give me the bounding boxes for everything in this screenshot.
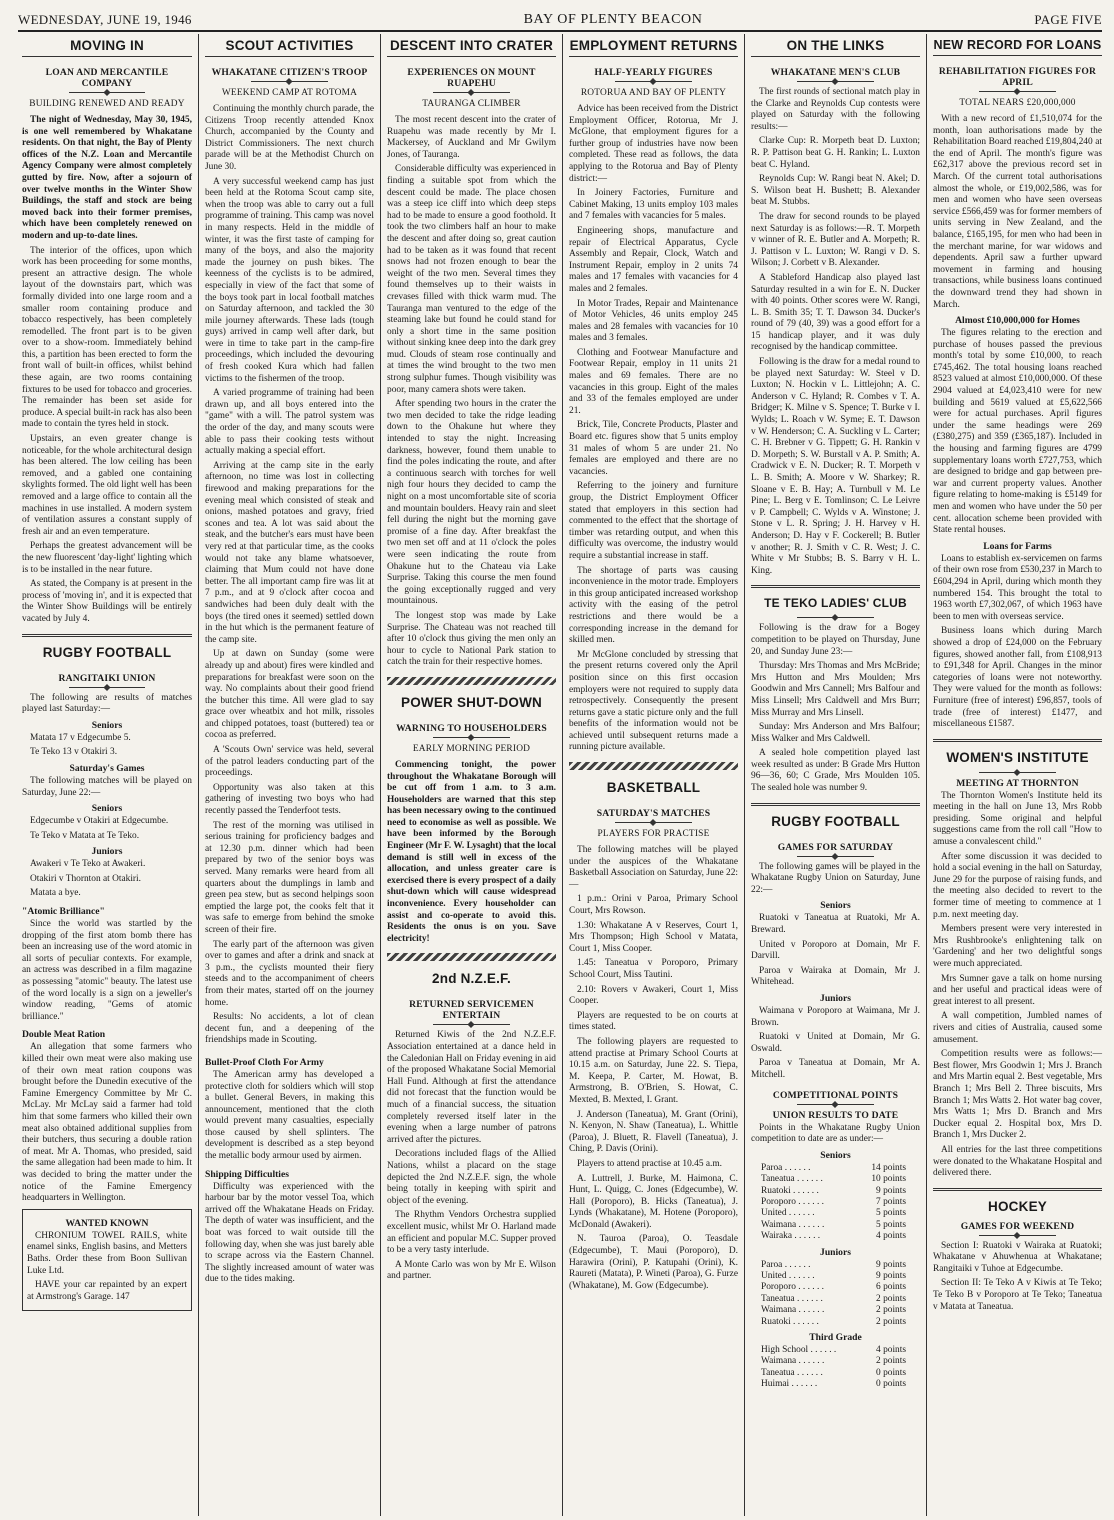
team-points: 0 points (876, 1367, 906, 1378)
team-name: Paroa . . . . . . (761, 1162, 811, 1173)
article-paragraph: Returned Kiwis of the 2nd N.Z.E.F. Association entertained at a dance held in the Caledonian Hall on Friday evening in aid of the proposed Whakatane Social Memorial Hall Fund. Although at first the attendance did not forecast that the function would be much of a financial success, the situation completely reversed itself later in the evening when a large number of patrons arrived after the pictures. (387, 1030, 556, 1145)
article-paragraph: As stated, the Company is at present in the process of 'moving in', and it is expected that the Winter Show Buildings will be entirely vacated by July 4. (22, 579, 192, 624)
article-paragraph: Points in the Whakatane Rugby Union competition to date are as under:— (751, 1122, 920, 1145)
column-4 (562, 34, 744, 1516)
scout-headline: SCOUT ACTIVITIES (205, 34, 374, 57)
fixture-line: Edgecumbe v Otakiri at Edgecumbe. (30, 816, 169, 827)
moving-in-subhead-2: BUILDING RENEWED AND READY (29, 99, 185, 109)
points-row (751, 1345, 920, 1356)
team-points: 9 points (876, 1271, 906, 1281)
team-name: Huimai . . . . . . (761, 1379, 818, 1390)
points-row (751, 1282, 920, 1293)
article-paragraph: Results: No accidents, a lot of clean decent fun, and a deepening of the friendships made in Scouting. (205, 1012, 374, 1046)
team-points: 0 points (876, 1379, 906, 1390)
divider (615, 81, 691, 82)
team-name: United . . . . . . (761, 1271, 815, 1281)
fixture-line: 1.45: Taneatua v Poroporo, Primary School Court, Miss Tautini. (569, 958, 738, 980)
section-label: Seniors (820, 900, 851, 912)
page-columns (16, 34, 1108, 1516)
team-name: Taneatua . . . . . . (761, 1174, 823, 1185)
section-label: Saturday's Games (69, 762, 145, 774)
divider (387, 953, 556, 961)
article-paragraph: Arriving at the camp site in the early afternoon, no time was lost in collecting firewood and making preparations for the evening meal which consisted of steak and onions, mashed potatoes and gravy, fried scones and tea. A lot was said about the steak, and the butcher's ears must have been very red at that particular time, as the cooks would not take any blame whatsoever, claiming that Mum could not have done better. The all important camp fire was lit at 7 p.m., and at 9 o'clock after cocoa and sandwiches had been duly dealt with the boys (the tired ones it seemed) settled down in the hut which is the permanent feature of the camp site. (205, 460, 374, 645)
article-paragraph: The draw for second rounds to be played next Saturday is as follows:—R. T. Morpeth v winner of R. E. Butler and A. Morpeth; R. J. Pattison v L. Luxton; W. Rangi v D. S. Wilson; J. Corbett v B. Alexander. (751, 211, 920, 269)
article-paragraph: A 'Scouts Own' service was held, several of the patrol leaders conducting part of the proceedings. (205, 745, 374, 779)
divider (433, 1024, 509, 1025)
points-table-third-grade (751, 1345, 920, 1391)
article-paragraph: The figures relating to the erection and purchase of houses passed the previous month's total by some £10,000, to reach £745,462. The total housing loans reached 8523 valued at almost £10,000,000. Of these 2904 valued at £4,023,410 were for new building and 5619 valued at £5,622,566 were for actual purchases. April figures under the same headings were 269 (£380,275) and 359 (£365,187). Included in the housing and farming figures are 4799 supplementary loans worth £727,753, which are designed to bridge and gap between pre-war and current property values. Another figure relating to home-making is £5149 for men and women who have under the 50 per cent. allocation scheme been provided with State rental houses. (933, 328, 1102, 536)
classified-ad: HAVE your car repainted by an expert at Armstrong's Garage. 147 (27, 1280, 187, 1302)
masthead-date: WEDNESDAY, JUNE 19, 1946 (18, 12, 192, 27)
article-paragraph: Following is the draw for a Bogey competition to be played on Thursday, June 20, and Sunday June 23:— (751, 623, 920, 657)
section-label: Almost £10,000,000 for Homes (955, 315, 1080, 327)
section-label: Juniors (820, 1246, 851, 1258)
points-row (751, 1197, 920, 1208)
moving-in-headline: MOVING IN (22, 34, 192, 57)
team-points: 6 points (876, 1282, 906, 1293)
team-name: Poroporo . . . . . . (761, 1196, 825, 1207)
article-paragraph: Mr McGlone concluded by stressing that the present returns covered only the April position since on this first occasion employers were not required to supply data retrospectively. Consequently the present returns gave a static picture only and the full benefits of the information would not be achieved until subsequent returns made a running picture available. (569, 649, 738, 753)
column-3 (380, 34, 562, 1516)
fixture-line: Ruatoki v United at Domain, Mr G. Oswald. (751, 1032, 920, 1054)
divider (569, 762, 738, 770)
meat-headline: Double Meat Ration (22, 1029, 106, 1041)
points-subhead: UNION RESULTS TO DATE (772, 1109, 899, 1121)
article-paragraph: Decorations included flags of the Allied Nations, whilst a placard on the stage depicted the 2nd N.Z.E.F. sign, the whole being totally in keeping with spirit and object of the evening. (387, 1149, 556, 1206)
divider (22, 634, 192, 637)
article-paragraph: All entries for the last three competitions were donated to the Whakatane Hospital and delivered there. (933, 1144, 1102, 1179)
crater-subhead: EXPERIENCES ON MOUNT RUAPEHU (407, 67, 536, 89)
section-label: Juniors (91, 846, 123, 858)
fixture-line: Matata a bye. (30, 888, 81, 899)
team-points: 5 points (876, 1208, 906, 1219)
points-row (751, 1186, 920, 1197)
womens-institute-headline: WOMEN'S INSTITUTE (946, 749, 1089, 765)
hockey-headline: HOCKEY (988, 1198, 1047, 1214)
article-paragraph: In Motor Trades, Repair and Maintenance of Motor Vehicles, 46 units employ 245 males and 28 females with vacancies for 10 males and 3 females. (569, 298, 738, 344)
article-paragraph: The following players are requested to attend practise at Primary School Courts at 10.15 a.m. on Saturday, June 22. S. Tiepa, M. Keepa, P. Carter, M. Howat, B. Armstrong, B. O'Brien, S. Howat, C. Mexted, B. Mexted, I. Grant. (569, 1036, 738, 1105)
team-name: United . . . . . . (761, 1208, 815, 1219)
article-paragraph: The American army has developed a protective cloth for soldiers which will stop a bullet. General Bevers, in making this announcement, mentioned that the cloth would prevent many casualties, especially those caused by shell splinters. The development is described as a step beyond the metallic body armour used by airmen. (205, 1069, 374, 1162)
article-paragraph: After spending two hours in the crater the two men decided to take the ridge leading down to the Ohakune hut where they intended to stay the night. Increasing darkness, however, found them unable to find the poles indicating the route, and after a continuous search with torches for well nigh four hours they decided to camp the night on a most uncomfortable site of scoria and mountain boulders. Heavy rain and sleet fell during the night but the morning gave promise of a fine day. After breakfast the two men set off and at 11 o'clock the poles were seen indicating the route from Ohakune hut to the Chateau via Lake Surprise. Taking this course the men found the going exceptionally rugged and very mountainous. (387, 399, 556, 607)
fixture-line: Waimana v Poroporo at Waimana, Mr J. Brown. (751, 1006, 920, 1028)
divider (979, 91, 1055, 92)
result-line: Matata 17 v Edgecumbe 5. (30, 732, 131, 743)
article-paragraph: Advice has been received from the District Employment Officer, Rotorua, Mr J. McGlone, that employment figures for a further group of industries have now been completed. These read as follows, the data applying to the Rotorua and Bay of Plenty district:— (569, 104, 738, 184)
masthead-title: BAY OF PLENTY BEACON (523, 12, 703, 27)
article-paragraph: The shortage of parts was causing inconvenience in the motor trade. Employers in this group anticipated increased workshop activity with the easing of the petrol restrictions and there would be a corresponding increase in the demand for skilled men. (569, 565, 738, 646)
divider (751, 585, 920, 588)
article-paragraph: Clothing and Footwear Manufacture and Footwear Repair, employ in 11 units 21 males and 69 females. There are no vacancies in this group. Eight of the males and 33 of the females employed are under 21. (569, 347, 738, 416)
points-row (751, 1317, 920, 1328)
rugby-headline: RUGBY FOOTBALL (42, 644, 172, 660)
loans-headline: NEW RECORD FOR LOANS (933, 34, 1102, 56)
divider (979, 772, 1055, 773)
links-headline: ON THE LINKS (751, 34, 920, 57)
divider (69, 92, 146, 93)
fixture-line: Awakeri v Te Teko at Awakeri. (30, 859, 146, 870)
crater-headline: DESCENT INTO CRATER (387, 34, 556, 57)
article-paragraph: The Rhythm Vendors Orchestra supplied excellent music, whilst Mr O. Harland made an efficient and popular M.C. Supper proved to be a very tasty interlude. (387, 1210, 556, 1256)
article-paragraph: Since the world was startled by the dropping of the first atom bomb there has been an increasing use of the word atomic in all sorts of peculiar contexts. For example, an actress was described in a film magazine as possessing "atomic" beauty. The latest use of the word locally is a sign on a jeweller's window reading, "Gems of atomic brilliance." (22, 919, 192, 1022)
fixture-line: Paroa v Wairaka at Domain, Mr J. Whitehead. (751, 965, 920, 988)
nzef-subhead: RETURNED SERVICEMEN ENTERTAIN (409, 999, 534, 1022)
power-notice: Commencing tonight, the power throughout the Whakatane Borough will be cut off from 1 a.m. to 3 a.m. Householders are warned that this step has been necessary owing to the continued need to economise as well as possible. We have been informed by the Borough Engineer (Mr F. W. Lysaght) that the local demand is still well in excess of the allocation, and unless greater care is exercised there is every prospect of a daily shut-down which will cause widespread inconvenience. Every householder can assist and co-operate to avoid this. Residents the onus is on you. Save electricity! (387, 759, 556, 944)
fixture-line: 2.10: Rovers v Awakeri, Court 1, Miss Cooper. (569, 984, 738, 1007)
article-paragraph: The following games will be played in the Whakatane Rugby Union on Saturday, June 22:— (751, 861, 920, 895)
divider (797, 856, 873, 857)
fixture-line: Ruatoki v Taneatua at Ruatoki, Mr A. Breward. (751, 913, 920, 936)
divider (433, 737, 509, 738)
article-paragraph: The following matches will be played on Saturday, June 22:— (22, 775, 192, 798)
section-label: Juniors (820, 993, 851, 1004)
fixture-line: Paroa v Taneatua at Domain, Mr A. Mitchell. (751, 1058, 920, 1080)
points-row (751, 1294, 920, 1305)
divider (69, 687, 146, 688)
basketball-headline: BASKETBALL (606, 780, 701, 796)
points-row (751, 1379, 920, 1390)
basketball-subhead: SATURDAY'S MATCHES (596, 808, 711, 820)
article-paragraph: The Thornton Women's Institute held its meeting in the hall on June 13, Mrs Robb presiding. Some original and helpful suggestions came from the roll call "How to amuse a convalescent child." (933, 790, 1102, 848)
points-table-seniors (751, 1163, 920, 1243)
article-paragraph: Up at dawn on Sunday (some were already up and about) fires were kindled and preparations for breakfast were soon on the way. No complaints about their good friend the butcher this time. All were glad to say grace over wheatbix and hot milk, rissoles and chipped potatoes, toast (buttered) tea or cocoa as preferred. (205, 649, 374, 741)
team-points: 9 points (876, 1185, 906, 1196)
rugby-subhead: RANGITAIKI UNION (58, 672, 156, 684)
article-paragraph: The following are results of matches played last Saturday:— (22, 692, 192, 715)
power-subhead-2: EARLY MORNING PERIOD (412, 743, 531, 754)
team-name: Waimana . . . . . . (761, 1356, 825, 1367)
points-table-juniors (751, 1260, 920, 1328)
result-line: Te Teko 13 v Otakiri 3. (30, 747, 118, 758)
article-paragraph: A very successful weekend camp has just been held at the Rotoma Scout camp site, when the troop was able to carry out a full programme of training. This camp was novel in many respects. Held in the middle of winter, it was the first taste of camping for many of the boys, and also the majority made the journey on push bikes. The keenness of the cyclists is to be admired, especially in view of the fact that some of the boys took part in local football matches on Saturday afternoon, and tackled the 30 mile journey afterwards. These lads (tough guys) arrived in camp well after dark, but were in time to take part in the camp-fire proceedings, which included the devouring of fresh cooked Kura which had fallen victims to the fishermen of the troop. (205, 176, 374, 384)
article-paragraph: Opportunity was also taken at this gathering of investing two boys who had recently passed the Tenderfoot tests. (205, 782, 374, 817)
basketball-subhead-2: PLAYERS FOR PRACTISE (597, 829, 710, 840)
loans-subhead-2: TOTAL NEARS £20,000,000 (959, 98, 1076, 108)
team-points: 7 points (876, 1196, 906, 1207)
fixture-line: 1 p.m.: Orini v Paroa, Primary School Court, Mrs Rowson. (569, 894, 738, 917)
points-row (751, 1208, 920, 1219)
section-label: Loans for Farms (983, 540, 1052, 552)
points-headline: COMPETITIONAL POINTS (772, 1089, 899, 1101)
article-paragraph: Upstairs, an even greater change is noticeable, for the whole architectural design has been altered. The low ceiling has been removed, and a gabled one containing skylights formed. The old light well has been removed and a large office to contain all the machines in use installed. A modern system of ventilation assures a constant supply of fresh air and an even temperature. (22, 434, 192, 537)
points-row (751, 1174, 920, 1185)
fixture-line: 1.30: Whakatane A v Reserves, Court 1, Mrs Thompson; High School v Matata, Court 1, Miss Cooper. (569, 920, 738, 954)
article-paragraph: Continuing the monthly church parade, the Citizens Troop recently attended Knox Church, accompanied by the County and District Commissioners. The next church parade will be at the Methodist Church on June 30. (205, 104, 374, 172)
divider (751, 803, 920, 806)
points-row (751, 1305, 920, 1316)
scout-subhead: WHAKATANE CITIZEN'S TROOP (211, 67, 368, 78)
team-points: 4 points (876, 1231, 906, 1242)
divider (797, 617, 873, 618)
hockey-subhead: GAMES FOR WEEKEND (960, 1220, 1075, 1232)
rugby-football-headline: RUGBY FOOTBALL (771, 813, 900, 829)
article-paragraph: Engineering shops, manufacture and repair of Electrical Apparatus, Cycle Assembly and Repair, Clock, Watch and Instrument Repair, employ in 2 units 74 males and 17 females with vacancies for 4 males and 2 females. (569, 225, 738, 294)
divider (433, 92, 509, 93)
column-6 (926, 34, 1108, 1516)
fixture-line: Otakiri v Thornton at Otakiri. (30, 873, 142, 884)
points-row (751, 1368, 920, 1379)
article-paragraph: A Monte Carlo was won by Mr E. Wilson and partner. (387, 1259, 556, 1282)
article-paragraph: Brick, Tile, Concrete Products, Plaster and Board etc. figures show that 5 units employ 31 males of whom 5 are under 21. No females are employed and there are no vacancies. (569, 420, 738, 477)
team-points: 2 points (876, 1316, 906, 1327)
article-paragraph: Mrs Sumner gave a talk on home nursing and her useful and practical ideas were of great interest to all present. (933, 973, 1102, 1007)
article-paragraph: Players are requested to be on courts at times stated. (569, 1010, 738, 1033)
article-paragraph: Referring to the joinery and furniture group, the District Employment Officer stated that employers in this section had commented to the effect that the shortage of timber was retarding output, and when this difficulty was overcome, the industry would require a substantial increase in staff. (569, 481, 738, 561)
divider (797, 81, 873, 82)
points-row (751, 1260, 920, 1271)
masthead (18, 6, 1102, 32)
article-paragraph: A sealed hole competition played last week resulted as under: B Grade Mrs Hutton 96—36, 60; C Grade, Mrs Moulden 105. The sealed hole was number 9. (751, 748, 920, 794)
wanted-known-box (22, 1209, 192, 1312)
team-points: 4 points (876, 1345, 906, 1356)
points-row (751, 1271, 920, 1282)
divider (933, 1188, 1102, 1191)
article-paragraph: Loans to establish ex-servicemen on farms of their own rose from £530,237 in March to £604,294 in April, during which month they numbered 154. This brought the total to 1963 worth £7,302,067, of which 1963 have been to men with overseas service. (933, 553, 1102, 622)
classified-ad: CHRONIUM TOWEL RAILS, white enamel sinks, English basins, and Metters Baths. Order these from Boon Sullivan Luke Ltd. (27, 1230, 187, 1276)
article-paragraph: Considerable difficulty was experienced in finding a suitable spot from which the descent could be made. The place chosen was a steep ice cliff into which deep steps had to be made to ensure a good foothold. It took the two climbers half an hour to make the descent and after doing so, great caution had to be taken as it was found that recent snows had not frozen enough to bear the weight of the two men. Several times they found themselves up to their waists in crevases filled with thick warm mud. The Tauranga man ventured to the edge of the steaming lake but found he could stand for only a short time in the same position without sinking knee deep into the dark grey mud. Clouds of steam rose continually and at times the wind brought to the two men strong sulphur fumes. Though visibility was poor, many camera shots were taken. (387, 164, 556, 395)
article-paragraph: Competition results were as follows:—Best flower, Mrs Goodwin 1; Mrs J. Branch and Mrs Martin equal 2. Best vegetable, Mrs Branch 1; Mrs Bell 2. Three biscuits, Mrs Branch 1; Mrs Watts 2. Hot water bag cover, Mrs Watts 1; Mrs D. Branch and Mrs Ducker equal 2. Hospital box, Mrs D. Branch 1, Mrs Ducker 2. (933, 1049, 1102, 1141)
article-paragraph: The following matches will be played under the auspices of the Whakatane Basketball Association on Saturday, June 22:— (569, 845, 738, 890)
links-subhead: WHAKATANE MEN'S CLUB (770, 67, 901, 78)
employment-subhead: HALF-YEARLY FIGURES (594, 67, 713, 78)
team-name: Taneatua . . . . . . (761, 1293, 823, 1304)
article-paragraph: With a new record of £1,510,074 for the month, loan authorisations made by the Rehabilitation Board reached £19,804,240 at the end of April. The month's figure was £62,317 above the previous record set in March. Of the current total authorisations almost the whole, or £19,002,586, was for men and women who have seen overseas service £566,459 was for former members of units serving in New Zealand, and the balance, £165,195, for men who had been in the merchant marine, for war widows and dependents. April saw a further upward movement in farming and housing transactions, while business loans continued the downward trend they had shown in March. (933, 114, 1102, 310)
article-paragraph: The most recent descent into the crater of Ruapehu was made recently by Mr I. Mackersey, of Auckland and Mr Gwilym Jones, of Tauranga. (387, 115, 556, 160)
article-paragraph: After some discussion it was decided to hold a social evening in the hall on Saturday, June 29 for the purpose of raising funds, and the meeting also decided to revert to the former time of meeting to commence at 1 p.m. next meeting day. (933, 851, 1102, 920)
scout-subhead-2: WEEKEND CAMP AT ROTOMA (221, 88, 358, 98)
points-row (751, 1356, 920, 1367)
divider (387, 677, 556, 685)
womens-institute-subhead: MEETING AT THORNTON (956, 777, 1079, 789)
team-points: 10 points (871, 1174, 906, 1185)
article-paragraph: A Stableford Handicap also played last Saturday resulted in a win for E. N. Ducker with 40 points. Other scores were W. Rangi, L. B. Smith 35; T. T. Dawson 34. Ducker's round of 79 (40, 39) was a good effort for a 15 handicap player, and it was duly recognised by the handicap committee. (751, 272, 920, 353)
article-paragraph: Business loans which during March showed a drop of £24,000 on the February figures, showed another fall, from £108,913 to £91,348 for April. Changes in the minor categories of loans were not noteworthy. They were valued for the month as follows: Furniture (free of interest) £96,857, tools of trade (free of interest) £1477, and miscellaneous £1587. (933, 626, 1102, 730)
team-name: Wairaka . . . . . . (761, 1231, 821, 1242)
bullet-proof-headline: Bullet-Proof Cloth For Army (205, 1056, 324, 1068)
employment-headline: EMPLOYMENT RETURNS (569, 34, 738, 57)
article-paragraph: Perhaps the greatest advancement will be the new fluorescent 'day-light' lighting which is to be installed in the near future. (22, 541, 192, 575)
fixture-line: Section I: Ruatoki v Wairaka at Ruatoki; Whakatane v Ahuwhenua at Whakatane; Rangitaiki v Tuhoe at Edgecumbe. (933, 1240, 1102, 1274)
loans-subhead: REHABILITATION FIGURES FOR APRIL (938, 66, 1097, 88)
fixture-line: Section II: Te Teko A v Kiwis at Te Teko; Te Teko B v Poroporo at Te Teko; Taneatua v Matata at Taneatua. (933, 1278, 1102, 1312)
divider (797, 1104, 873, 1105)
divider (933, 739, 1102, 742)
article-paragraph: Following is the draw for a medal round to be played next Saturday: W. Steel v D. Luxton; N. Hockin v L. Littlejohn; A. C. Anderson v C. Hyland; R. Combes v T. A. Bridger; K. Milne v S. Spence; T. Burke v I. Wylds; L. Roach v W. Syme; E. T. Dawson v W. Henderson; C. A. Suckling v L. Carter; C. H. Brebner v G. Tippett; G. H. Rankin v D. Morpeth; S. W. Burstall v A. P. Smith; A. Cradwick v E. N. Ducker; R. T. Morpeth v L. B. Smith; A. Moore v W. Sharkey; R. Sloane v E. B. Hay; A. Turnbull v M. Le Pine; L. Berg v E. Tomlinson; C. Le Leivre v P. Campbell; C. Wylds v A. Winstone; J. Stone v L. R. Spring; J. H. Harvey v H. Anderson; D. Hay v F. Cockerell; B. Butler v another; R. J. Smith v C. R. West; J. C. White v Mr Stubbs; B. S. Barry v H. L. King. (751, 357, 920, 576)
article-paragraph: The first rounds of sectional match play in the Clarke and Reynolds Cup contests were played on Saturday with the following results:— (751, 87, 920, 132)
team-name: Poroporo . . . . . . (761, 1282, 825, 1293)
team-name: Waimana . . . . . . (761, 1305, 825, 1316)
section-label: Seniors (91, 803, 123, 815)
team-points: 2 points (876, 1293, 906, 1304)
shipping-headline: Shipping Difficulties (205, 1168, 289, 1180)
team-points: 14 points (871, 1162, 906, 1173)
article-paragraph: The rest of the morning was utilised in serious training for proficiency badges and at 12.30 p.m. dinner which had been prepared by two of the senior boys was served. Many remarks were heard from all quarters about the dumplings in lamb and green pea stew, but as second helpings soon emptied the large pot, the cooks felt that it was safe to emerge from behind the smoke screen of their fire. (205, 820, 374, 935)
points-row (751, 1163, 920, 1174)
atomic-headline: "Atomic Brilliance" (22, 906, 105, 918)
team-name: Taneatua . . . . . . (761, 1367, 823, 1378)
crater-subhead-2: TAURANGA CLIMBER (422, 99, 521, 109)
article-paragraph: The early part of the afternoon was given over to games and after a drink and snack at 3 p.m., the cyclists mounted their fiery steeds and to the accompaniment of cheers from their mates, started off on the journey home. (205, 939, 374, 1008)
section-label: Third Grade (809, 1332, 862, 1344)
divider (251, 81, 327, 82)
fixture-line: United v Poroporo at Domain, Mr F. Darvill. (751, 939, 920, 962)
wanted-known-headline: WANTED KNOWN (65, 1217, 149, 1229)
column-1 (16, 34, 198, 1516)
article-paragraph: Players to attend practise at 10.45 a.m. (577, 1158, 723, 1169)
team-points: 2 points (876, 1305, 906, 1316)
employment-subhead-2: ROTORUA AND BAY OF PLENTY (580, 88, 727, 98)
fixture-line: Te Teko v Matata at Te Teko. (30, 830, 140, 841)
article-paragraph: Reynolds Cup: W. Rangi beat N. Akel; D. S. Wilson beat H. Bushett; B. Alexander beat M. Stubbs. (751, 174, 920, 208)
team-name: Waimana . . . . . . (761, 1219, 825, 1230)
moving-in-lead: The night of Wednesday, May 30, 1945, is one well remembered by Whakatane residents. On that night, the Bay of Plenty offices of the N.Z. Loan and Mercantile Agency Company were almost completely gutted by fire. Now, after a sojourn of over twelve months in the Winter Show Buildings, the staff and stock are being moved back into their former premises, which have been completely renewed on modern and up-to-date lines. (22, 115, 192, 241)
team-points: 2 points (876, 1356, 906, 1367)
moving-in-subhead: LOAN AND MERCANTILE COMPANY (45, 67, 169, 89)
article-paragraph: The longest stop was made by Lake Surprise. The Chateau was not reached till after 10 o'clock thus giving the men only an hour to cycle to National Park station to catch the train for their respective homes. (387, 610, 556, 668)
article-paragraph: Difficulty was experienced with the harbour bar by the motor vessel Toa, which arrived off the Whakatane Heads on Friday. The depth of water was insufficient, and the boat was forced to wait outside till the following day, when she was just barely able to scrape across via the Eastern Channel. The slightly increased amount of water was due to the tides making. (205, 1181, 374, 1285)
ladies-club-headline: TE TEKO LADIES' CLUB (764, 596, 907, 611)
points-row (751, 1231, 920, 1242)
team-name: Paroa . . . . . . (761, 1259, 811, 1270)
article-paragraph: J. Anderson (Taneatua), M. Grant (Orini), N. Kenyon, N. Shaw (Taneatua), L. Whittle (Paroa), J. Bluett, R. Flavell (Taneatua), J. Ching, P. Davis (Orini). (569, 1109, 738, 1155)
article-paragraph: Thursday: Mrs Thomas and Mrs McBride; Mrs Hutton and Mrs Moulden; Mrs Goodwin and Mrs Cannell; Mrs Balfour and Miss Linsell; Mrs Caldwell and Mrs Burr; Miss Murray and Mrs Linsell. (751, 661, 920, 718)
article-paragraph: A. Luttrell, J. Burke, M. Haimona, C. Hunt, L. Quigg, C. Jones (Edgecumbe), W. Hall (Poroporo), B. Hicks (Taneatua), J. Lynds (Whakatane), M. Hotene (Poroporo), McDonald (Awakeri). (569, 1173, 738, 1230)
article-paragraph: Sunday: Mrs Anderson and Mrs Balfour; Miss Walker and Mrs Caldwell. (751, 722, 920, 744)
article-paragraph: Members present were very interested in Mrs Rushbrooke's enlightening talk on 'Gardening' and her two delightful songs were much appreciated. (933, 924, 1102, 969)
section-label: Seniors (91, 719, 123, 731)
article-paragraph: The interior of the offices, upon which work has been proceeding for some months, present an attractive design. The whole layout of the downstairs part, which was formally divided into one large room and a smaller room containing produce and tobacco respectively, has been completely remodelled. The front part is to be given over to a show-room. Immediately behind this, a partition has been erected to form the front wall of built-in offices, whilst behind these again, are two rooms containing fixtures to be used for tobacco and groceries. The remainder has been set aside for produce. A special built-in rack has also been made to contain the tyres held in stock. (22, 245, 192, 430)
article-paragraph: Clarke Cup: R. Morpeth beat D. Luxton; R. P. Pattison beat G. H. Rankin; L. Luxton beat C. Hyland. (751, 136, 920, 170)
column-2 (198, 34, 380, 1516)
section-label: Seniors (820, 1149, 851, 1161)
divider (979, 1235, 1055, 1236)
article-paragraph: A varied programme of training had been drawn up, and all boys entered into the "game" with a will. The patrol system was the order of the day, and many scouts were able to pass their cooking tests without actually making a special effort. (205, 388, 374, 457)
team-name: High School . . . . . . (761, 1345, 837, 1356)
article-paragraph: In Joinery Factories, Furniture and Cabinet Making, 13 units employ 103 males and 7 females with vacancies for 5 males. (569, 188, 738, 222)
article-paragraph: N. Tauroa (Paroa), O. Teasdale (Edgecumbe), T. Maui (Poroporo), D. Harawira (Orini), P. Katupahi (Orini), K. Raureti (Matata), P. Wineti (Paroa), G. Furze (Whakatane), M. Gow (Edgecumbe). (569, 1234, 738, 1291)
article-paragraph: A wall competition, Jumbled names of rivers and cities of Australia, caused some amusement. (933, 1011, 1102, 1045)
divider (615, 822, 691, 823)
article-paragraph: An allegation that some farmers who killed their own meat were also making use of their own meat ration coupons was brought before the Dunedin executive of the Famine Emergency Committee by Mr C. McLay. Mr McLay said a farmer had told him that some farmers who killed their own meat also obtained additional supplies from their butchers, thus securing a double ration of meat. Mr A. Thomas, who presided, said the same allegation had been made to him. It was decided to bring the matter under the notice of the Famine Emergency headquarters in Wellington. (22, 1042, 192, 1204)
masthead-page: PAGE FIVE (1034, 12, 1102, 27)
team-name: Ruatoki . . . . . . (761, 1185, 819, 1196)
column-5 (744, 34, 926, 1516)
power-subhead: WARNING TO HOUSEHOLDERS (396, 722, 547, 734)
team-name: Ruatoki . . . . . . (761, 1316, 819, 1327)
team-points: 9 points (876, 1259, 906, 1270)
nzef-headline: 2nd N.Z.E.F. (432, 971, 511, 987)
points-row (751, 1220, 920, 1231)
team-points: 5 points (876, 1219, 906, 1230)
power-headline: POWER SHUT-DOWN (401, 694, 542, 710)
rugby-football-subhead: GAMES FOR SATURDAY (777, 841, 894, 853)
